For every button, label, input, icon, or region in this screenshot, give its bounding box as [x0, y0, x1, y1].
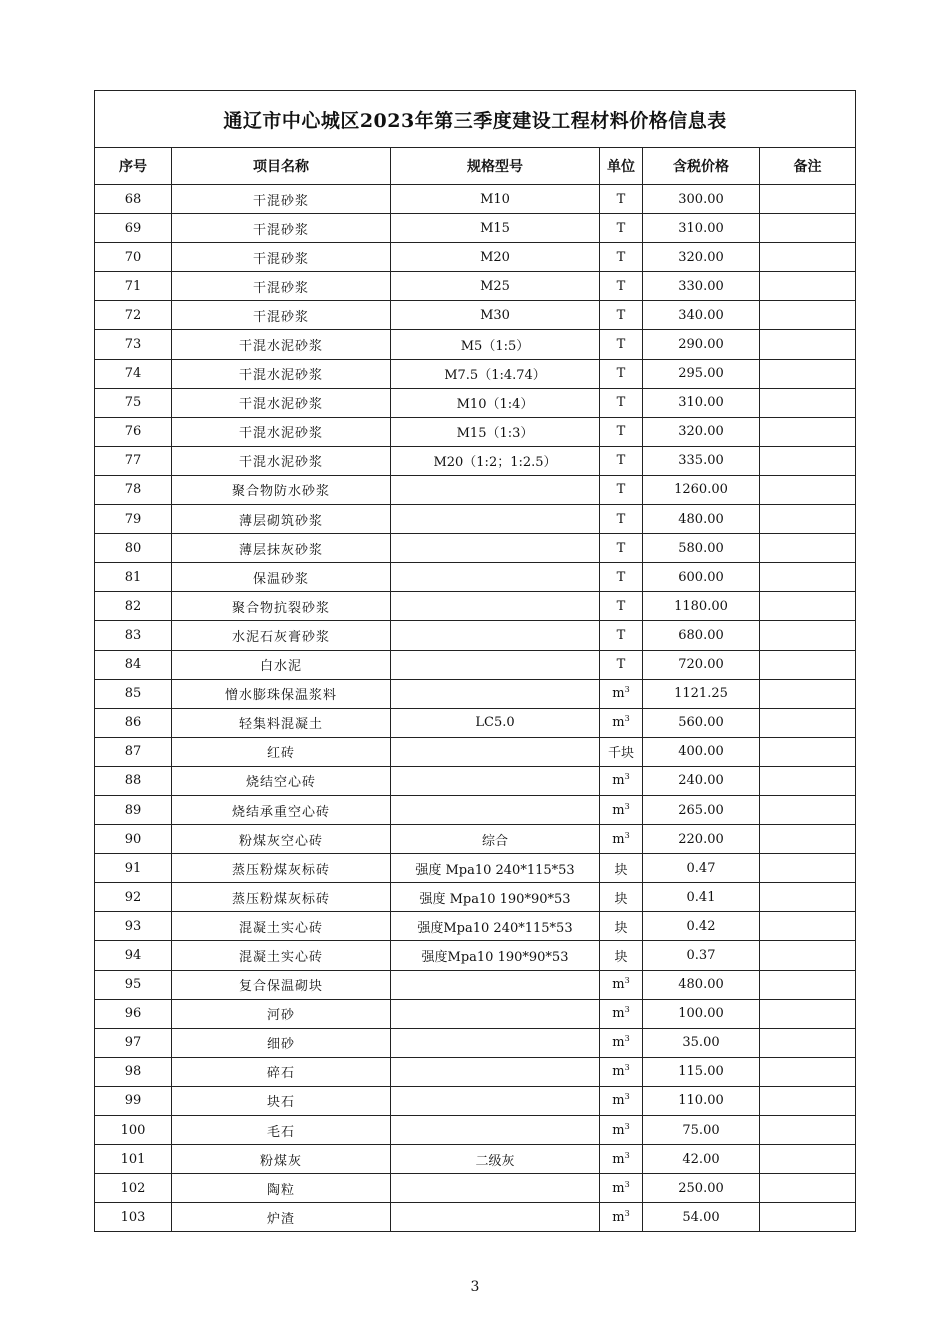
- table-row: [95, 214, 856, 243]
- cell-note: [760, 592, 856, 621]
- cell-spec: [391, 795, 600, 824]
- table-row: [95, 1086, 856, 1115]
- cell-name: 聚合物抗裂砂浆: [172, 592, 391, 621]
- table-row: [95, 679, 856, 708]
- cell-spec: [391, 505, 600, 534]
- cell-unit: $m^3$: [600, 795, 643, 824]
- cell-note: [760, 359, 856, 388]
- cell-spec: [391, 534, 600, 563]
- table-row: [95, 301, 856, 330]
- cell-name: 毛石: [172, 1116, 391, 1145]
- cell-no: 69: [95, 214, 172, 243]
- cell-price: 480.00: [643, 505, 760, 534]
- header-name: 项目名称: [172, 148, 391, 185]
- cell-note: [760, 563, 856, 592]
- cell-name: 干混砂浆: [172, 243, 391, 272]
- cell-spec: [391, 475, 600, 504]
- cell-note: [760, 475, 856, 504]
- cell-spec: 强度Mpa10 190*90*53: [391, 941, 600, 970]
- cell-no: 79: [95, 505, 172, 534]
- cell-spec: M25: [391, 272, 600, 301]
- cell-spec: [391, 592, 600, 621]
- cell-unit: 块: [600, 883, 643, 912]
- cell-price: 240.00: [643, 766, 760, 795]
- table-row: [95, 563, 856, 592]
- cell-price: 680.00: [643, 621, 760, 650]
- cell-unit: T: [600, 214, 643, 243]
- header-price: 含税价格: [643, 148, 760, 185]
- cell-name: 烧结承重空心砖: [172, 795, 391, 824]
- header-unit: 单位: [600, 148, 643, 185]
- cell-price: 295.00: [643, 359, 760, 388]
- cell-note: [760, 999, 856, 1028]
- table-row: [95, 185, 856, 214]
- cell-note: [760, 214, 856, 243]
- unit-superscript: 3: [624, 1150, 630, 1160]
- cell-note: [760, 505, 856, 534]
- cell-price: 720.00: [643, 650, 760, 679]
- cell-name: 细砂: [172, 1028, 391, 1057]
- cell-unit: T: [600, 330, 643, 359]
- unit-superscript: 3: [624, 714, 630, 724]
- cell-unit: T: [600, 185, 643, 214]
- cell-unit: T: [600, 417, 643, 446]
- cell-spec: M15（1:3）: [391, 417, 600, 446]
- cell-spec: [391, 1057, 600, 1086]
- cell-no: 101: [95, 1145, 172, 1174]
- cell-unit: $m^3$: [600, 1116, 643, 1145]
- cell-unit: 块: [600, 941, 643, 970]
- table-row: [95, 475, 856, 504]
- cell-name: 水泥石灰膏砂浆: [172, 621, 391, 650]
- cell-note: [760, 825, 856, 854]
- cell-price: 35.00: [643, 1028, 760, 1057]
- cell-price: 75.00: [643, 1116, 760, 1145]
- cell-spec: M10（1:4）: [391, 388, 600, 417]
- cell-note: [760, 708, 856, 737]
- cell-no: 74: [95, 359, 172, 388]
- cell-name: 块石: [172, 1086, 391, 1115]
- cell-no: 72: [95, 301, 172, 330]
- header-note: 备注: [760, 148, 856, 185]
- cell-unit: $m^3$: [600, 970, 643, 999]
- cell-unit: $m^3$: [600, 708, 643, 737]
- cell-price: 290.00: [643, 330, 760, 359]
- header-row: [95, 148, 856, 185]
- cell-price: 560.00: [643, 708, 760, 737]
- cell-no: 85: [95, 679, 172, 708]
- cell-name: 烧结空心砖: [172, 766, 391, 795]
- table-row: [95, 446, 856, 475]
- cell-spec: 综合: [391, 825, 600, 854]
- table-row: [95, 970, 856, 999]
- cell-name: 红砖: [172, 737, 391, 766]
- cell-no: 80: [95, 534, 172, 563]
- cell-note: [760, 301, 856, 330]
- cell-unit: 千块: [600, 737, 643, 766]
- cell-note: [760, 970, 856, 999]
- cell-no: 98: [95, 1057, 172, 1086]
- cell-note: [760, 795, 856, 824]
- table-row: [95, 272, 856, 301]
- cell-price: 42.00: [643, 1145, 760, 1174]
- cell-name: 干混水泥砂浆: [172, 417, 391, 446]
- cell-no: 93: [95, 912, 172, 941]
- cell-no: 83: [95, 621, 172, 650]
- cell-spec: M10: [391, 185, 600, 214]
- cell-unit: 块: [600, 854, 643, 883]
- unit-superscript: 3: [624, 1005, 630, 1015]
- table-row: [95, 1203, 856, 1232]
- cell-spec: [391, 1028, 600, 1057]
- unit-superscript: 3: [624, 1208, 630, 1218]
- cell-note: [760, 1174, 856, 1203]
- table-row: [95, 1028, 856, 1057]
- cell-price: 340.00: [643, 301, 760, 330]
- cell-no: 90: [95, 825, 172, 854]
- table-row: [95, 417, 856, 446]
- cell-unit: $m^3$: [600, 679, 643, 708]
- cell-spec: [391, 1203, 600, 1232]
- cell-no: 77: [95, 446, 172, 475]
- cell-unit: $m^3$: [600, 1145, 643, 1174]
- cell-spec: 强度Mpa10 240*115*53: [391, 912, 600, 941]
- cell-note: [760, 941, 856, 970]
- cell-name: 干混水泥砂浆: [172, 446, 391, 475]
- unit-superscript: 3: [624, 685, 630, 695]
- header-no: 序号: [95, 148, 172, 185]
- cell-no: 91: [95, 854, 172, 883]
- table-row: [95, 854, 856, 883]
- cell-price: 330.00: [643, 272, 760, 301]
- table-row: [95, 330, 856, 359]
- cell-name: 干混砂浆: [172, 272, 391, 301]
- cell-note: [760, 766, 856, 795]
- cell-note: [760, 1145, 856, 1174]
- cell-unit: T: [600, 388, 643, 417]
- cell-spec: [391, 650, 600, 679]
- cell-no: 95: [95, 970, 172, 999]
- cell-note: [760, 1057, 856, 1086]
- cell-no: 81: [95, 563, 172, 592]
- cell-name: 蒸压粉煤灰标砖: [172, 854, 391, 883]
- header-spec: 规格型号: [391, 148, 600, 185]
- cell-spec: M5（1:5）: [391, 330, 600, 359]
- cell-spec: M20: [391, 243, 600, 272]
- table-row: [95, 505, 856, 534]
- cell-unit: T: [600, 475, 643, 504]
- cell-no: 70: [95, 243, 172, 272]
- cell-note: [760, 854, 856, 883]
- cell-name: 干混砂浆: [172, 185, 391, 214]
- unit-superscript: 3: [624, 1179, 630, 1189]
- cell-spec: [391, 766, 600, 795]
- cell-note: [760, 650, 856, 679]
- cell-name: 混凝土实心砖: [172, 912, 391, 941]
- cell-unit: T: [600, 621, 643, 650]
- unit-superscript: 3: [624, 772, 630, 782]
- cell-price: 54.00: [643, 1203, 760, 1232]
- table-row: [95, 999, 856, 1028]
- cell-note: [760, 243, 856, 272]
- cell-no: 89: [95, 795, 172, 824]
- cell-unit: $m^3$: [600, 766, 643, 795]
- table-row: [95, 912, 856, 941]
- cell-price: 320.00: [643, 417, 760, 446]
- cell-spec: [391, 737, 600, 766]
- table-row: [95, 1116, 856, 1145]
- cell-no: 99: [95, 1086, 172, 1115]
- table-row: [95, 650, 856, 679]
- cell-name: 炉渣: [172, 1203, 391, 1232]
- cell-price: 335.00: [643, 446, 760, 475]
- cell-name: 碎石: [172, 1057, 391, 1086]
- cell-name: 聚合物防水砂浆: [172, 475, 391, 504]
- cell-unit: T: [600, 359, 643, 388]
- cell-name: 保温砂浆: [172, 563, 391, 592]
- cell-note: [760, 1086, 856, 1115]
- cell-spec: 强度 Mpa10 240*115*53: [391, 854, 600, 883]
- cell-spec: [391, 970, 600, 999]
- cell-name: 河砂: [172, 999, 391, 1028]
- cell-spec: M20（1:2；1:2.5）: [391, 446, 600, 475]
- cell-no: 100: [95, 1116, 172, 1145]
- table-title: 通辽市中心城区2023年第三季度建设工程材料价格信息表: [95, 91, 856, 148]
- cell-price: 320.00: [643, 243, 760, 272]
- cell-no: 88: [95, 766, 172, 795]
- cell-price: 580.00: [643, 534, 760, 563]
- cell-spec: [391, 999, 600, 1028]
- cell-price: 0.47: [643, 854, 760, 883]
- cell-note: [760, 388, 856, 417]
- table-row: [95, 737, 856, 766]
- cell-no: 96: [95, 999, 172, 1028]
- cell-price: 0.37: [643, 941, 760, 970]
- table-row: [95, 766, 856, 795]
- cell-no: 103: [95, 1203, 172, 1232]
- cell-price: 480.00: [643, 970, 760, 999]
- table-row: [95, 534, 856, 563]
- cell-unit: $m^3$: [600, 1203, 643, 1232]
- cell-price: 400.00: [643, 737, 760, 766]
- cell-note: [760, 446, 856, 475]
- unit-superscript: 3: [624, 1063, 630, 1073]
- cell-note: [760, 330, 856, 359]
- cell-price: 250.00: [643, 1174, 760, 1203]
- cell-no: 75: [95, 388, 172, 417]
- cell-name: 轻集料混凝土: [172, 708, 391, 737]
- cell-unit: $m^3$: [600, 1028, 643, 1057]
- cell-name: 粉煤灰: [172, 1145, 391, 1174]
- cell-price: 310.00: [643, 388, 760, 417]
- cell-note: [760, 883, 856, 912]
- cell-no: 94: [95, 941, 172, 970]
- cell-spec: [391, 621, 600, 650]
- cell-price: 1260.00: [643, 475, 760, 504]
- cell-no: 87: [95, 737, 172, 766]
- cell-spec: [391, 679, 600, 708]
- table-row: [95, 592, 856, 621]
- cell-name: 复合保温砌块: [172, 970, 391, 999]
- cell-no: 102: [95, 1174, 172, 1203]
- table-row: [95, 621, 856, 650]
- cell-price: 100.00: [643, 999, 760, 1028]
- cell-name: 薄层抹灰砂浆: [172, 534, 391, 563]
- cell-no: 92: [95, 883, 172, 912]
- cell-price: 600.00: [643, 563, 760, 592]
- cell-price: 1121.25: [643, 679, 760, 708]
- unit-superscript: 3: [624, 1092, 630, 1102]
- cell-spec: 二级灰: [391, 1145, 600, 1174]
- cell-price: 1180.00: [643, 592, 760, 621]
- cell-price: 265.00: [643, 795, 760, 824]
- cell-no: 68: [95, 185, 172, 214]
- cell-name: 薄层砌筑砂浆: [172, 505, 391, 534]
- cell-unit: $m^3$: [600, 1174, 643, 1203]
- cell-note: [760, 417, 856, 446]
- table-row: [95, 708, 856, 737]
- cell-no: 82: [95, 592, 172, 621]
- cell-name: 干混水泥砂浆: [172, 388, 391, 417]
- cell-spec: [391, 1174, 600, 1203]
- table-row: [95, 941, 856, 970]
- table-row: [95, 825, 856, 854]
- cell-unit: 块: [600, 912, 643, 941]
- cell-price: 110.00: [643, 1086, 760, 1115]
- cell-unit: T: [600, 301, 643, 330]
- cell-name: 干混水泥砂浆: [172, 330, 391, 359]
- cell-spec: [391, 1086, 600, 1115]
- cell-note: [760, 1116, 856, 1145]
- table-row: [95, 795, 856, 824]
- table-row: [95, 1145, 856, 1174]
- cell-unit: T: [600, 650, 643, 679]
- cell-unit: $m^3$: [600, 999, 643, 1028]
- cell-name: 蒸压粉煤灰标砖: [172, 883, 391, 912]
- cell-note: [760, 737, 856, 766]
- table-row: [95, 883, 856, 912]
- cell-price: 0.41: [643, 883, 760, 912]
- cell-no: 97: [95, 1028, 172, 1057]
- cell-price: 300.00: [643, 185, 760, 214]
- cell-spec: M15: [391, 214, 600, 243]
- cell-unit: $m^3$: [600, 1057, 643, 1086]
- unit-superscript: 3: [624, 1034, 630, 1044]
- cell-name: 憎水膨珠保温浆料: [172, 679, 391, 708]
- page-number: 3: [470, 1279, 480, 1295]
- cell-price: 0.42: [643, 912, 760, 941]
- cell-name: 陶粒: [172, 1174, 391, 1203]
- cell-unit: T: [600, 446, 643, 475]
- cell-note: [760, 621, 856, 650]
- cell-note: [760, 679, 856, 708]
- cell-unit: T: [600, 272, 643, 301]
- table-row: [95, 243, 856, 272]
- cell-price: 310.00: [643, 214, 760, 243]
- cell-note: [760, 912, 856, 941]
- table-body: [95, 185, 856, 1232]
- cell-no: 86: [95, 708, 172, 737]
- cell-name: 混凝土实心砖: [172, 941, 391, 970]
- cell-name: 干混砂浆: [172, 301, 391, 330]
- cell-no: 73: [95, 330, 172, 359]
- cell-spec: LC5.0: [391, 708, 600, 737]
- cell-spec: M7.5（1:4.74）: [391, 359, 600, 388]
- cell-name: 粉煤灰空心砖: [172, 825, 391, 854]
- table-row: [95, 359, 856, 388]
- cell-spec: [391, 1116, 600, 1145]
- cell-spec: M30: [391, 301, 600, 330]
- cell-unit: T: [600, 505, 643, 534]
- table-row: [95, 388, 856, 417]
- cell-price: 220.00: [643, 825, 760, 854]
- cell-price: 115.00: [643, 1057, 760, 1086]
- unit-superscript: 3: [624, 976, 630, 986]
- price-table: [94, 90, 856, 1232]
- table-row: [95, 1057, 856, 1086]
- cell-name: 干混砂浆: [172, 214, 391, 243]
- cell-no: 71: [95, 272, 172, 301]
- cell-no: 78: [95, 475, 172, 504]
- cell-unit: T: [600, 243, 643, 272]
- cell-name: 白水泥: [172, 650, 391, 679]
- cell-unit: $m^3$: [600, 825, 643, 854]
- cell-note: [760, 1203, 856, 1232]
- cell-no: 84: [95, 650, 172, 679]
- cell-spec: [391, 563, 600, 592]
- table-row: [95, 1174, 856, 1203]
- cell-unit: T: [600, 592, 643, 621]
- cell-unit: $m^3$: [600, 1086, 643, 1115]
- cell-unit: T: [600, 563, 643, 592]
- cell-note: [760, 272, 856, 301]
- cell-note: [760, 534, 856, 563]
- cell-unit: T: [600, 534, 643, 563]
- cell-spec: 强度 Mpa10 190*90*53: [391, 883, 600, 912]
- cell-note: [760, 1028, 856, 1057]
- cell-note: [760, 185, 856, 214]
- unit-superscript: 3: [624, 1121, 630, 1131]
- unit-superscript: 3: [624, 830, 630, 840]
- unit-superscript: 3: [624, 801, 630, 811]
- cell-no: 76: [95, 417, 172, 446]
- cell-name: 干混水泥砂浆: [172, 359, 391, 388]
